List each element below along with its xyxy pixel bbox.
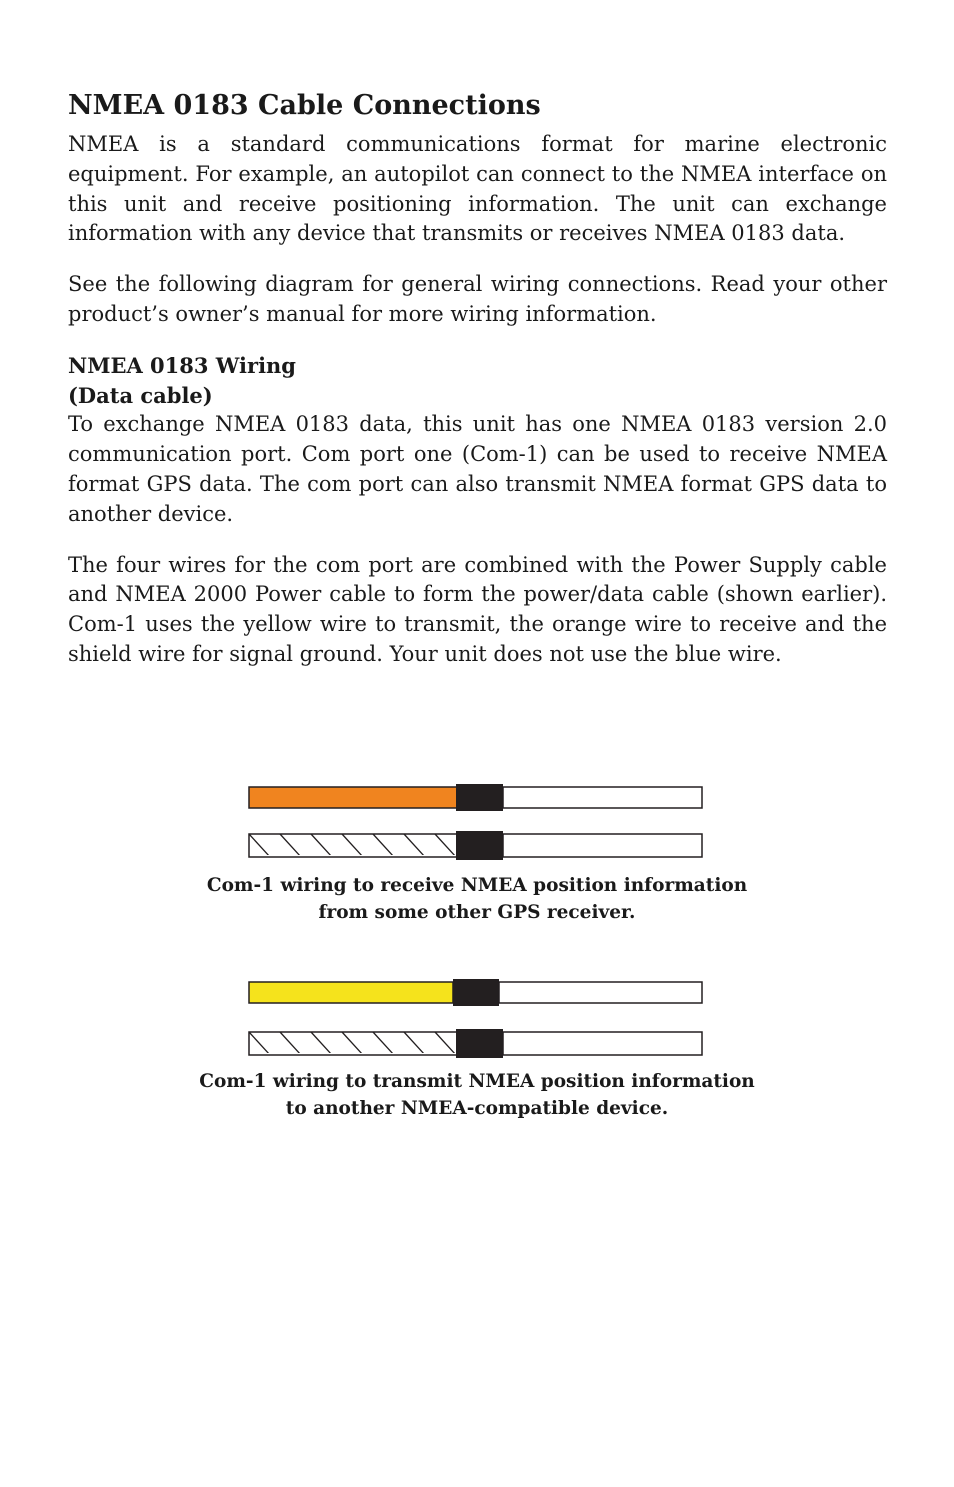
transmit-connector-bottom — [456, 1029, 503, 1058]
com-port-paragraph: To exchange NMEA 0183 data, this unit has one NMEA 0183 version 2.0 communication port. Com port one (Com-1) can be used to receive NMEA format GPS data. The com port can also transmit NMEA format GPS data to another device. — [68, 412, 887, 526]
yellow-transmit-wire — [249, 982, 453, 1003]
transmit-caption-line2: to another NMEA-compatible device. — [285, 1098, 669, 1119]
transmit-lead-bottom — [503, 1032, 702, 1055]
receive-caption-line2: from some other GPS receiver. — [318, 902, 636, 923]
receive-connector-top — [456, 784, 503, 811]
transmit-wiring-diagram — [248, 979, 708, 1059]
page-title: NMEA 0183 Cable Connections — [68, 90, 541, 121]
receive-connector-bottom — [456, 831, 503, 860]
receive-caption-line1: Com-1 wiring to receive NMEA position information — [206, 875, 748, 896]
receive-caption — [0, 872, 954, 926]
four-wires-paragraph: The four wires for the com port are combined with the Power Supply cable and NMEA 2000 Power cable to form the power/data cable (shown earlier). Com-1 uses the yellow wire to transmit, the orange wire to receive and the shield wire for signal ground. Your unit does not use the blue wire. — [68, 552, 887, 666]
receive-lead-bottom — [503, 834, 702, 857]
transmit-caption-line1: Com-1 wiring to transmit NMEA position information — [199, 1071, 755, 1092]
page-content — [68, 88, 887, 691]
wiring-subheading-line2: (Data cable) — [68, 382, 213, 408]
receive-wiring-diagram — [248, 784, 708, 864]
diagram-note-paragraph: See the following diagram for general wiring connections. Read your other product’s owner’s manual for more wiring information. — [68, 272, 887, 326]
transmit-caption — [0, 1068, 954, 1122]
wiring-subheading-line1: NMEA 0183 Wiring — [68, 352, 296, 378]
intro-paragraph: NMEA is a standard communications format for marine electronic equipment. For example, an autopilot can connect to the NMEA interface on this unit and receive positioning information. The unit can exchange information with any device that transmits or receives NMEA 0183 data. — [68, 132, 887, 246]
transmit-connector-top — [453, 979, 499, 1006]
transmit-lead-top — [499, 982, 702, 1003]
wiring-subheading — [68, 351, 887, 411]
receive-lead-top — [503, 787, 702, 808]
orange-receive-wire — [249, 787, 457, 808]
